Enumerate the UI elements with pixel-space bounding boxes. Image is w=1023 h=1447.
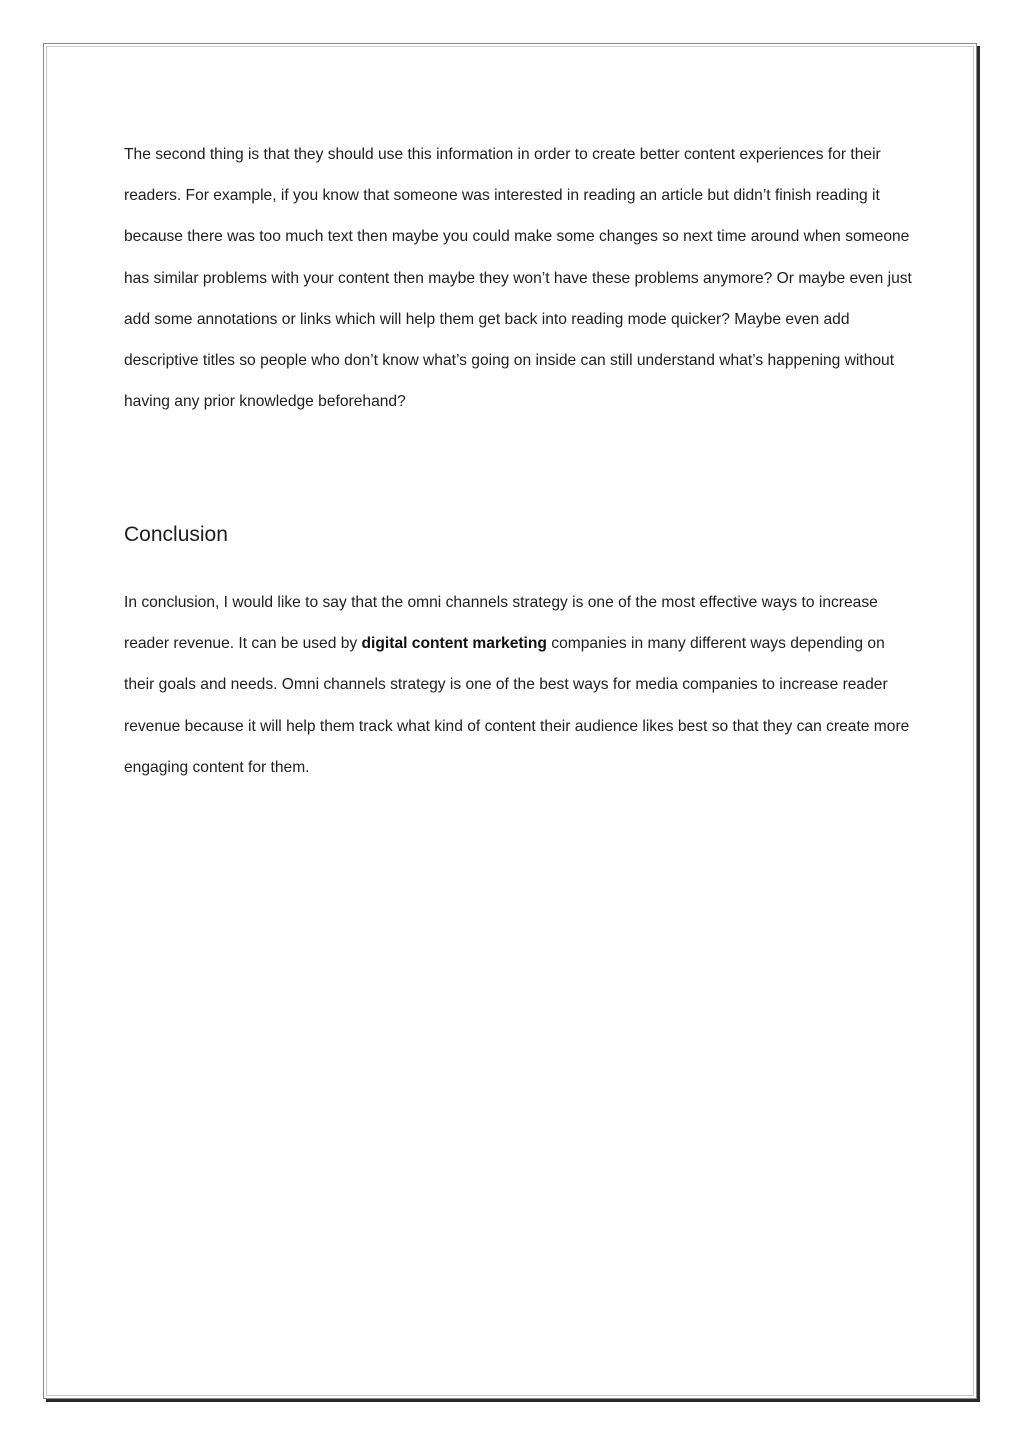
section-heading: Conclusion bbox=[124, 523, 228, 546]
conclusion-text-start: In conclusion, I would like to say that the omni channels strategy is one of the most effective ways to increase reader revenue. It can be used by bbox=[124, 594, 878, 653]
document-page bbox=[43, 43, 977, 1399]
digital-content-marketing-link[interactable]: digital content marketing bbox=[361, 635, 547, 653]
body-paragraph: The second thing is that they should use this information in order to create better content experiences for their readers. For example, if you know that someone was interested in reading an article but didn’t finish reading it because there was too much text then maybe you could make some changes so next time around when someone has similar problems with your content then maybe they won’t have these problems anymore? Or maybe even just add some annotations or links which will help them get back into reading mode quicker? Maybe even add descriptive titles so people who don’t know what’s going on inside can still understand what’s happening without having any prior knowledge beforehand? bbox=[124, 146, 912, 411]
conclusion-paragraph bbox=[124, 582, 914, 788]
conclusion-text-end: companies in many different ways depending on their goals and needs. Omni channels strategy is one of the best ways for media companies to increase reader revenue because it will help them track what kind of content their audience likes best so that they can create more engaging content for them. bbox=[124, 635, 910, 776]
